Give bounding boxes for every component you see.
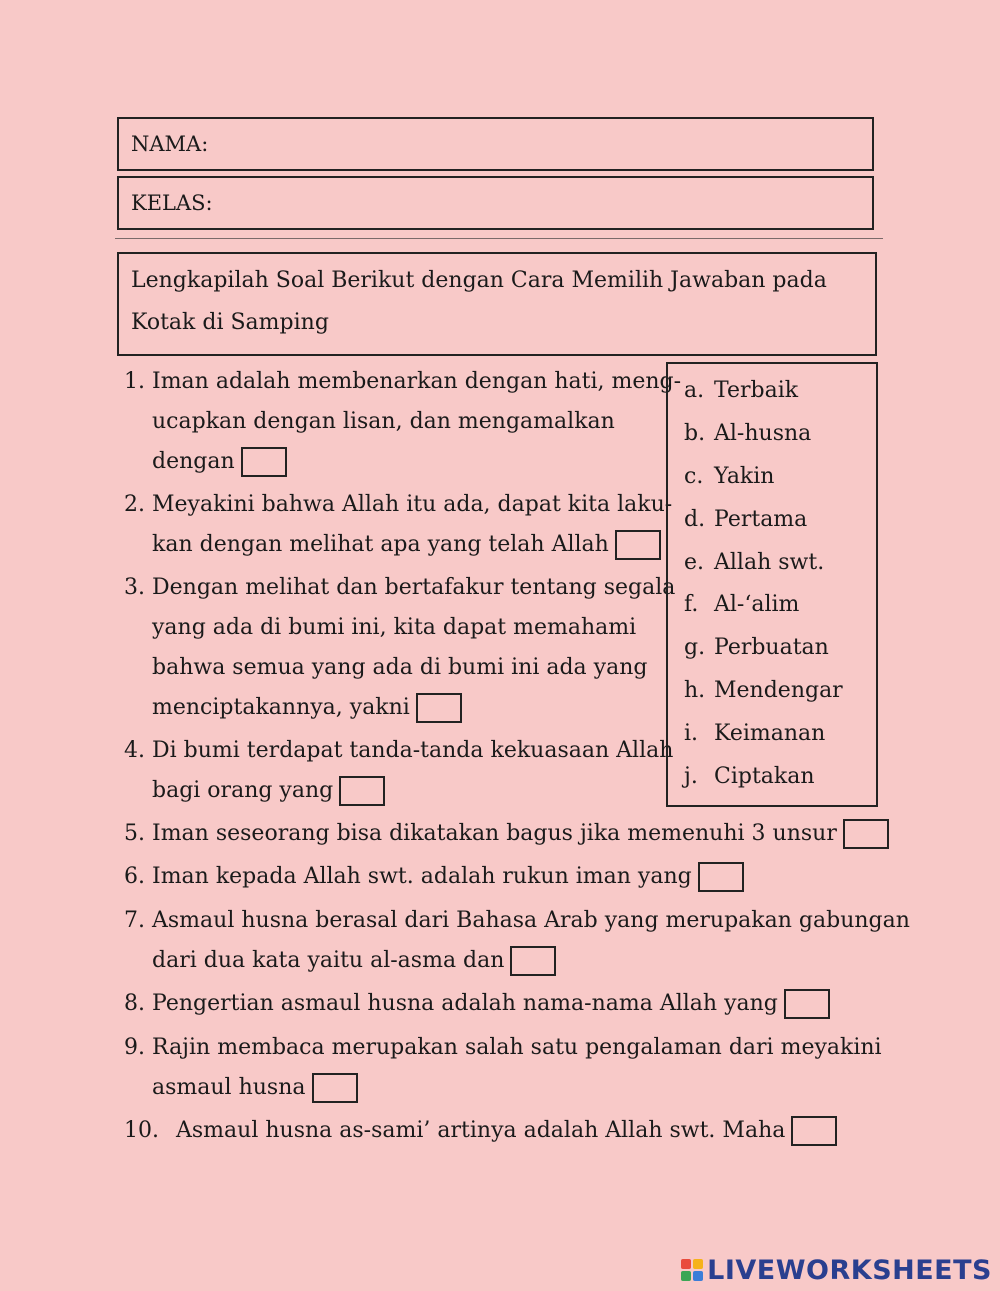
instruction-box xyxy=(117,252,877,356)
logo-tile xyxy=(693,1271,703,1281)
option-b: b. Al-husna xyxy=(684,420,812,446)
answer-box-10[interactable] xyxy=(791,1116,837,1146)
question-number: 6. xyxy=(124,864,145,889)
question-number: 9. xyxy=(124,1035,145,1060)
question-10: 10. Asmaul husna as-sami’ artinya adalah Allah swt. Maha xyxy=(124,1111,837,1151)
option-i: i. Keimanan xyxy=(684,721,826,747)
question-5: 5. Iman seseorang bisa dikatakan bagus jika memenuhi 3 unsur xyxy=(124,814,889,854)
question-9: 9. Rajin membaca merupakan salah satu pengalaman dari meyakini asmaul husna xyxy=(124,1028,882,1108)
answer-box-1[interactable] xyxy=(241,447,287,477)
question-7: 7. Asmaul husna berasal dari Bahasa Arab yang merupakan gabungan dari dua kata yaitu al-asma dan xyxy=(124,901,910,981)
option-h: h. Mendengar xyxy=(684,678,843,704)
option-j: j. Ciptakan xyxy=(684,764,815,790)
question-8: 8. Pengertian asmaul husna adalah nama-nama Allah yang xyxy=(124,984,830,1024)
answer-box-8[interactable] xyxy=(784,989,830,1019)
question-1: 1. Iman adalah membenarkan dengan hati, meng- ucapkan dengan lisan, dan mengamalkan dengan xyxy=(124,362,681,482)
name-label: NAMA: xyxy=(131,132,209,156)
question-number: 7. xyxy=(124,908,145,933)
question-number: 5. xyxy=(124,821,145,846)
answer-box-9[interactable] xyxy=(312,1073,358,1103)
divider xyxy=(115,238,883,239)
answer-box-6[interactable] xyxy=(698,862,744,892)
answer-box-4[interactable] xyxy=(339,776,385,806)
instruction-text: Lengkapilah Soal Berikut dengan Cara Memilih Jawaban pada Kotak di Samping xyxy=(131,268,827,335)
class-field xyxy=(117,176,874,230)
question-number: 3. xyxy=(124,575,145,600)
option-g: g. Perbuatan xyxy=(684,635,829,661)
answer-box-3[interactable] xyxy=(416,693,462,723)
question-6: 6. Iman kepada Allah swt. adalah rukun iman yang xyxy=(124,857,744,897)
answer-box-2[interactable] xyxy=(615,530,661,560)
option-f: f. Al-‘alim xyxy=(684,592,800,618)
answer-box-5[interactable] xyxy=(843,819,889,849)
question-4: 4. Di bumi terdapat tanda-tanda kekuasaan Allah bagi orang yang xyxy=(124,731,673,811)
question-number: 8. xyxy=(124,991,145,1016)
liveworksheets-logo-icon xyxy=(681,1259,703,1281)
question-number: 4. xyxy=(124,738,145,763)
logo-tile xyxy=(681,1271,691,1281)
brand-watermark xyxy=(681,1252,992,1288)
question-number: 10. xyxy=(124,1118,159,1143)
question-number: 2. xyxy=(124,492,145,517)
option-c: c. Yakin xyxy=(684,463,775,489)
brand-text: LIVEWORKSHEETS xyxy=(707,1254,992,1286)
logo-tile xyxy=(693,1259,703,1269)
logo-tile xyxy=(681,1259,691,1269)
name-field xyxy=(117,117,874,171)
answer-options-box xyxy=(666,362,878,807)
question-3: 3. Dengan melihat dan bertafakur tentang segala yang ada di bumi ini, kita dapat memahami bahwa semua yang ada di bumi ini ada yang menciptakannya, yakni xyxy=(124,568,675,728)
question-2: 2. Meyakini bahwa Allah itu ada, dapat kita laku- kan dengan melihat apa yang telah Allah xyxy=(124,485,672,565)
option-e: e. Allah swt. xyxy=(684,549,825,575)
answer-box-7[interactable] xyxy=(510,946,556,976)
class-label: KELAS: xyxy=(131,191,213,215)
question-number: 1. xyxy=(124,369,145,394)
option-a: a. Terbaik xyxy=(684,378,799,403)
option-d: d. Pertama xyxy=(684,506,808,532)
